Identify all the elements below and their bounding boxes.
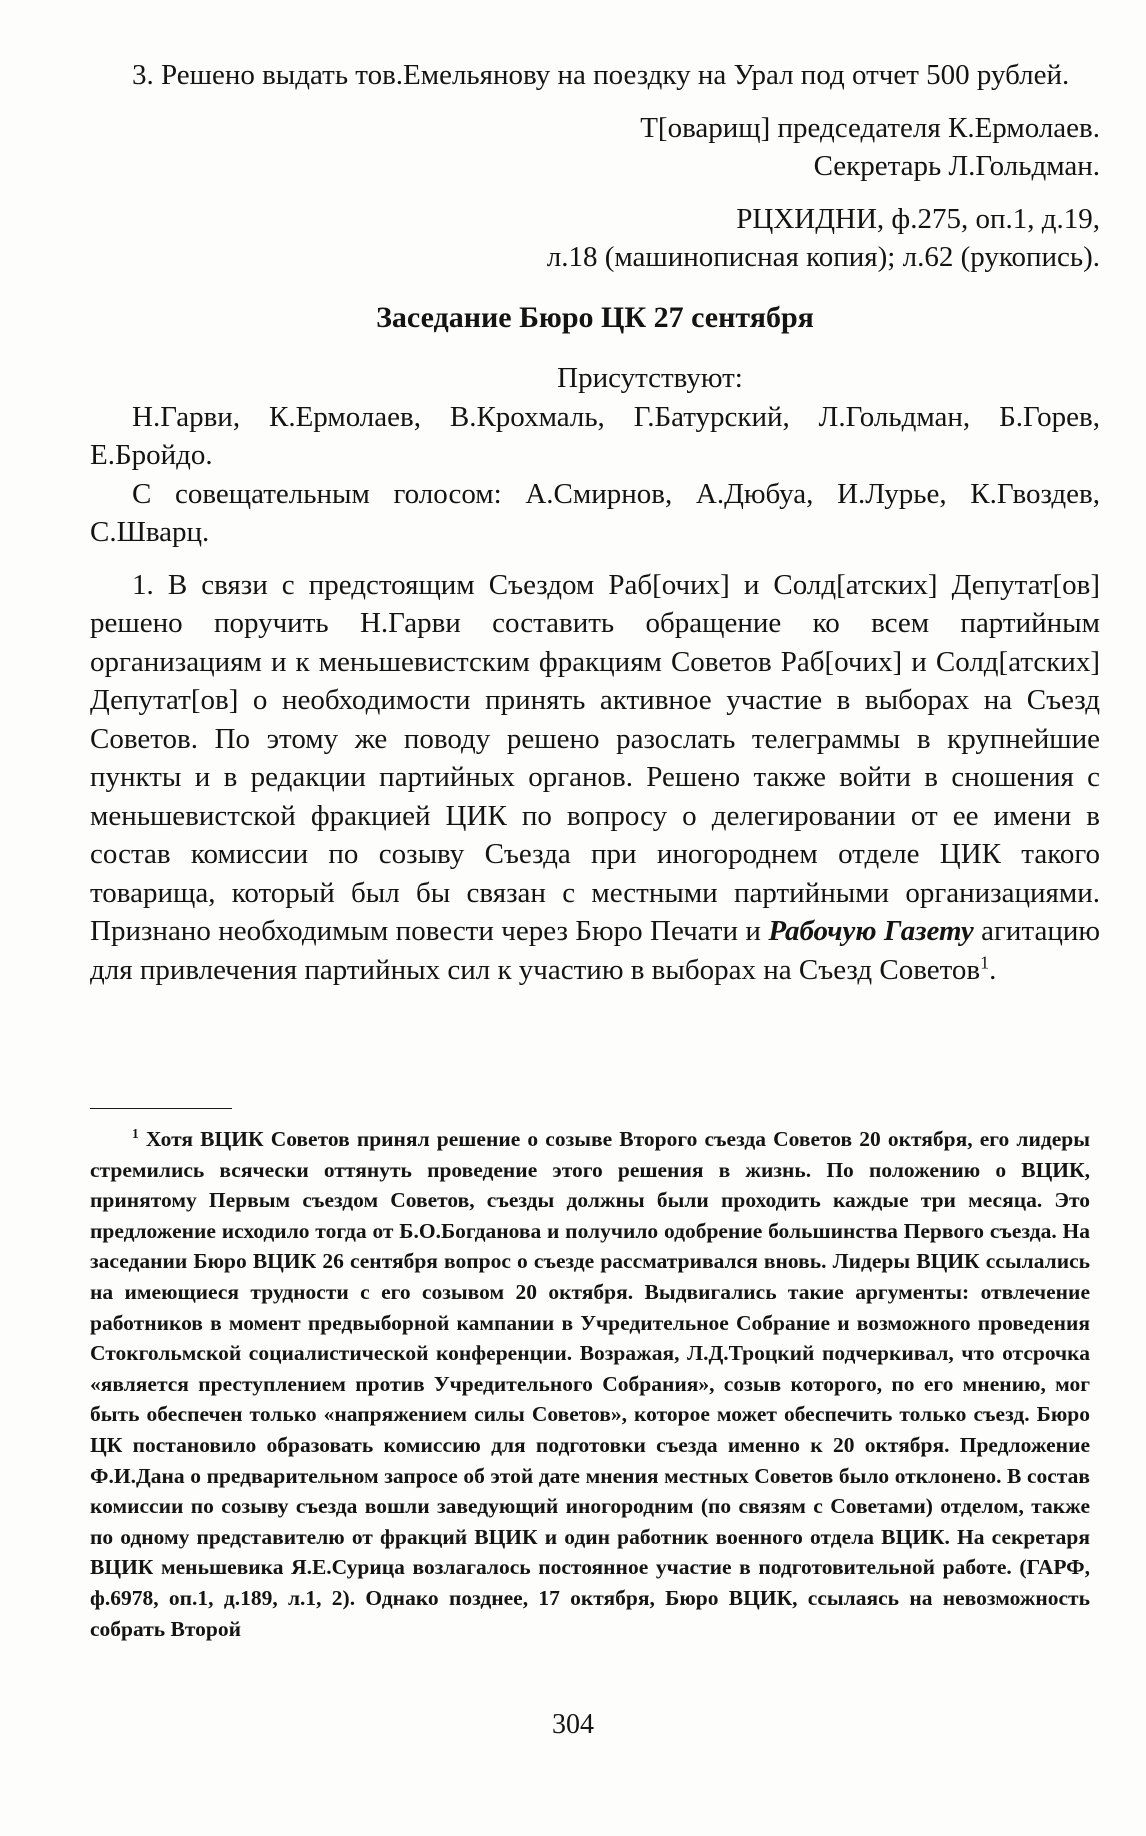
page-number: 304 bbox=[552, 1709, 594, 1740]
footnote-reference: 1 bbox=[980, 951, 990, 972]
footnote-marker: 1 bbox=[132, 1125, 139, 1141]
signature-chair: Т[оварищ] председателя К.Ермолаев. bbox=[640, 111, 1100, 144]
spacer bbox=[90, 337, 1100, 359]
spacer bbox=[90, 95, 1100, 109]
main-text-column bbox=[90, 56, 1100, 989]
newspaper-title: Рабочую Газету bbox=[768, 915, 974, 947]
present-names: Н.Гарви, К.Ермолаев, В.Крохмаль, Г.Батурский, Л.Гольдман, Б.Горев, Е.Бройдо. bbox=[90, 400, 1100, 471]
spacer bbox=[90, 552, 1100, 566]
item-1-text: 1. В связи с предстоящим Съездом Раб[очих] и Солд[атских] Депутат[ов] решено поручить Н.Гарви составить обращение ко всем партийным организациям и к меньшевистским фракциям Советов Раб[очих] и Солд[атских] Депутат[ов] о необходимости принять активное участие в выборах на Съезд Советов. По этому же поводу решено разослать телеграммы в крупнейшие пункты и в редакции партийных органов. Решено также войти в сношения с меньшевистской фракцией ЦИК по вопросу о делегировании от ее имени в состав комиссии по созыву Съезда при иногороднем отделе ЦИК такого товарища, который был бы связан с местными партийными организациями. Признано необходимым повести через Бюро Печати и bbox=[90, 568, 1100, 947]
item-3-paragraph: 3. Решено выдать тов.Емельянову на поездку на Урал под отчет 500 рублей. bbox=[132, 59, 1070, 91]
advisory-vote-list: С совещательным голосом: А.Смирнов, А.Дюбуа, И.Лурье, К.Гвоздев, С.Шварц. bbox=[90, 477, 1100, 548]
footnote-rule bbox=[90, 1108, 232, 1109]
archive-reference-line-2: л.18 (машинописная копия); л.62 (рукопись). bbox=[546, 241, 1100, 273]
item-1-text-end: агитацию для привлечения партийных сил к участию в выборах на Съезд Советов bbox=[90, 915, 1101, 986]
item-1-paragraph: 1. В связи с предстоящим Съездом Раб[очих] и Солд[атских] Депутат[ов] решено поручить Н.Гарви составить обращение ко всем партийным организациям и к меньшевистским фракциям Советов Раб[очих] и Солд[атских] Депутат[ов] о необходимости принять активное участие в выборах на Съезд Советов. По этому же поводу решено разослать телеграммы в крупнейшие пункты и в редакции партийных органов. Решено также войти в сношения с меньшевистской фракцией ЦИК по вопросу о делегировании от ее имени в состав комиссии по созыву Съезда при иногороднем отделе ЦИК такого товарища, который был бы связан с местными партийными организациями. Признано необходимым повести через Бюро Печати и Рабочую Газету агитацию для привлечения партийных сил к участию в выборах на Съезд Советов$^1$. bbox=[90, 568, 1101, 986]
meeting-heading: Заседание Бюро ЦК 27 сентября bbox=[376, 300, 814, 334]
archive-reference-line-1: РЦХИДНИ, ф.275, оп.1, д.19, bbox=[736, 202, 1100, 235]
present-label: Присутствуют: bbox=[557, 362, 743, 394]
spacer bbox=[90, 186, 1100, 200]
footnote-text: Хотя ВЦИК Советов принял решение о созыве Второго съезда Советов 20 октября, его лидеры стремились всячески оттянуть проведение этого решения в жизнь. По положению о ВЦИК, принятому Первым съездом Советов, съезды должны были проходить каждые три месяца. Это предложение исходило тогда от Б.О.Богданова и получило одобрение большинства Первого съезда. На заседании Бюро ВЦИК 26 сентября вопрос о съезде рассматривался вновь. Лидеры ВЦИК ссылались на имеющиеся трудности с его созывом 20 октября. Выдвигались такие аргументы: отвлечение работников в момент предвыборной кампании в Учредительное Собрание и возможного проведения Стокгольмской социалистической конференции. Возражая, Л.Д.Троцкий подчеркивал, что отсрочка «является преступлением против Учредительного Собрания», созыв которого, по его мнению, мог быть обеспечен только «напряжением силы Советов», которое может обеспечить только съезд. Бюро ЦК постановило образовать комиссию для подготовки съезда именно к 20 октября. Предложение Ф.И.Дана о предварительном запросе об этой дате мнения местных Советов было отклонено. В состав комиссии по созыву съезда вошли заведующий иногородним (по связям с Советами) отделом, также по одному представителю от фракций ВЦИК и один работник военного отдела ВЦИК. На секретаря ВЦИК меньшевика Я.Е.Сурица возлагалось постоянное участие в подготовительной работе. (ГАРФ, ф.6978, оп.1, д.189, л.1, 2). Однако позднее, 17 октября, Бюро ВЦИК, ссылаясь на невозможность собрать Второй bbox=[90, 1127, 1091, 1641]
signature-secretary: Секретарь Л.Гольдман. bbox=[813, 150, 1100, 182]
footnote-1 bbox=[90, 1124, 1090, 1644]
spacer bbox=[90, 277, 1100, 299]
